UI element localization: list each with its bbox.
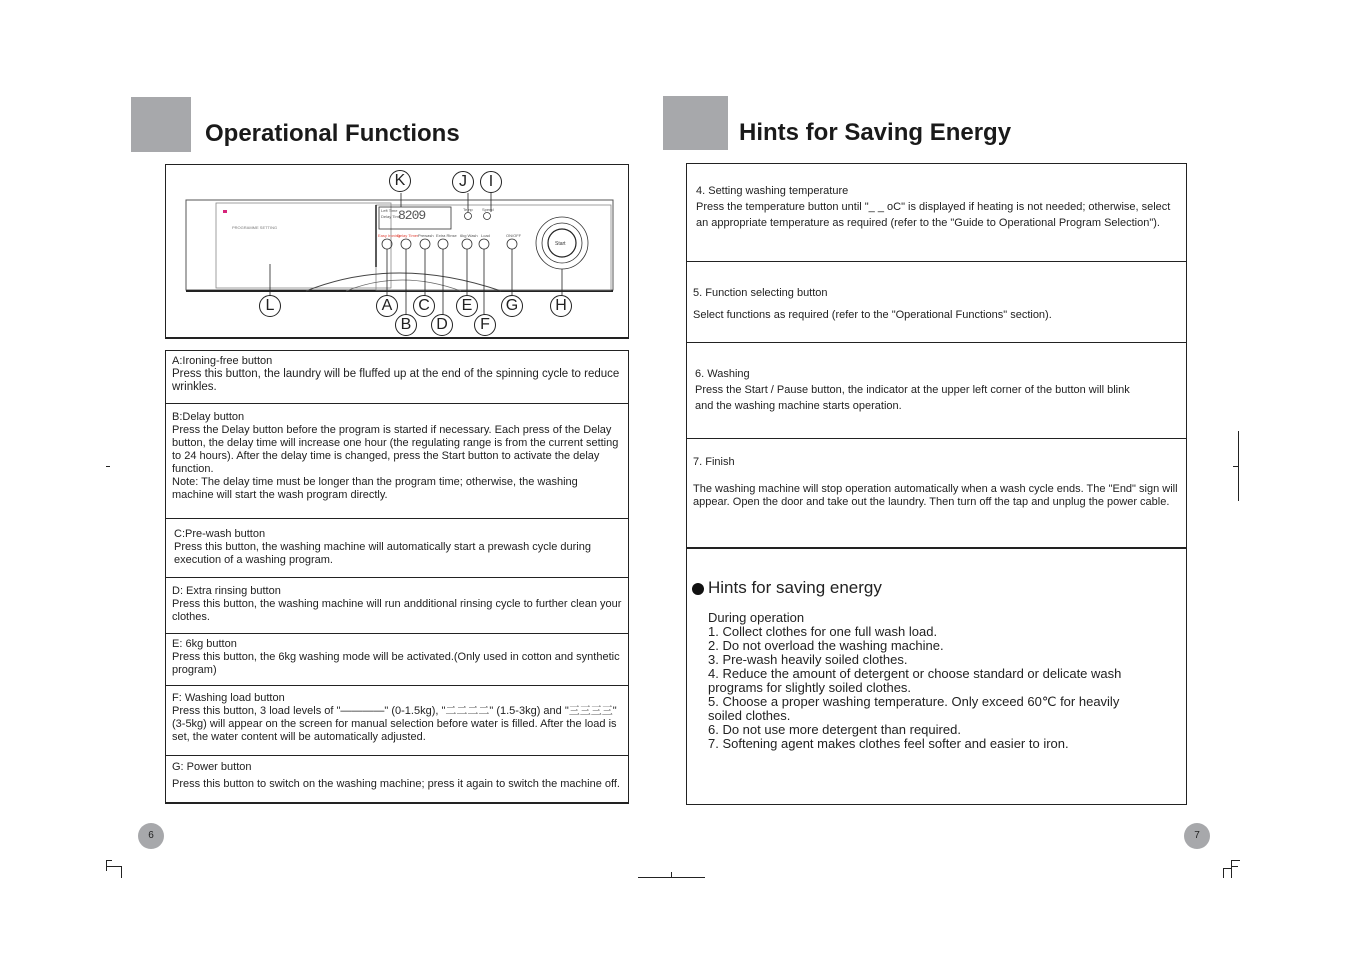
hint-line: 3. Pre-wash heavily soiled clothes. (708, 652, 908, 667)
crop-mark (121, 866, 122, 878)
crop-mark (106, 860, 112, 861)
crop-mark (638, 877, 705, 878)
step-body-line: an appropriate temperature as required (refer to the "Guide to Operational Program Selection"). (696, 217, 1160, 229)
step-6 (687, 342, 1186, 438)
functions-table (165, 350, 629, 804)
callout-c: C (413, 295, 435, 317)
panel-label-6kg-wash: 6kg Wash (460, 233, 478, 238)
panel-label-prewash: Prewash (418, 233, 434, 238)
function-heading: G: Power button (172, 761, 252, 773)
callout-k: K (389, 170, 411, 192)
display-label-delay-time: Delay Time (381, 214, 402, 219)
function-body: Press this button, the washing machine will automatically start a prewash cycle during execution of a washing program. (174, 541, 591, 566)
function-body: Press this button, the washing machine will run andditional rinsing cycle to further clean your clothes. (172, 598, 622, 623)
page-title-hints-saving-energy: Hints for Saving Energy (739, 119, 1012, 146)
step-body-line: and the washing machine starts operation. (695, 400, 902, 412)
function-heading: B:Delay button (172, 411, 245, 423)
panel-label-delay-timer: Delay Timer (397, 233, 419, 238)
hint-line: 7. Softening agent makes clothes feel softer and easier to iron. (708, 736, 1069, 751)
section-marker-block (663, 96, 728, 150)
function-body: Press this button, the 6kg washing mode will be activated.(Only used in cotton and synthetic program) (172, 651, 620, 676)
hint-line: 2. Do not overload the washing machine. (708, 638, 944, 653)
function-row-e (166, 633, 628, 685)
step-4 (687, 164, 1186, 261)
step-heading: 4. Setting washing temperature (696, 185, 849, 197)
function-row-b (166, 403, 628, 518)
panel-label-temp: Temp (463, 207, 473, 212)
step-5 (687, 261, 1186, 342)
step-7 (687, 438, 1186, 547)
function-heading: E: 6kg button (172, 638, 237, 650)
function-heading: C:Pre-wash button (174, 528, 266, 540)
programme-setting-label: PROGRAMME SETTING (232, 225, 278, 230)
step-body-line: Press the temperature button until "_ _ oC" is displayed if heating is not needed; otherwise, select (696, 201, 1171, 213)
function-heading: F: Washing load button (172, 692, 285, 704)
step-heading: 7. Finish (693, 456, 735, 468)
step-body-line: appear. Open the door and take out the laundry. Then turn off the tap and unplug the power cable. (693, 496, 1170, 508)
crop-mark (1231, 866, 1238, 867)
crop-mark (1223, 868, 1224, 878)
hint-line: 5. Choose a proper washing temperature. Only exceed 60℃ for heavily (708, 694, 1120, 709)
function-heading: D: Extra rinsing button (172, 585, 281, 597)
step-body-line: Press the Start / Pause button, the indicator at the upper left corner of the button will blink (695, 384, 1130, 396)
callout-a: A (376, 295, 398, 317)
page-title-operational-functions: Operational Functions (205, 120, 460, 147)
function-row-c (166, 518, 628, 577)
function-heading: A:Ironing-free button (172, 355, 273, 367)
step-heading: 6. Washing (695, 368, 750, 380)
callout-e: E (456, 295, 478, 317)
page-number-right: 7 (1184, 823, 1210, 849)
function-row-a (166, 351, 628, 403)
function-row-d (166, 577, 628, 633)
callout-b: B (395, 314, 417, 336)
step-body-line: Select functions as required (refer to the "Operational Functions" section). (693, 309, 1052, 321)
step-heading: 5. Function selecting button (693, 287, 828, 299)
bullet-icon (692, 583, 704, 595)
panel-label-start: Start (555, 241, 566, 247)
hint-line: 1. Collect clothes for one full wash load. (708, 624, 938, 639)
hints-list (708, 611, 1121, 751)
section-marker-block (131, 97, 191, 152)
callout-i: I (480, 171, 502, 193)
crop-mark (1231, 860, 1240, 861)
display-label-left-time: Left Time (381, 208, 398, 213)
crop-mark (1231, 860, 1232, 878)
page-number-left: 6 (138, 823, 164, 849)
hint-line: soiled clothes. (708, 708, 791, 723)
panel-label-load: Load (481, 233, 490, 238)
hint-line: During operation (708, 610, 805, 625)
panel-label-on-off: ON/OFF (506, 233, 522, 238)
hints-section (687, 547, 1186, 804)
crop-mark (1233, 466, 1239, 467)
hint-line: 4. Reduce the amount of detergent or choose standard or delicate wash (708, 666, 1122, 681)
function-body: Press this button, the laundry will be fluffed up at the end of the spinning cycle to reduce wrinkles. (172, 368, 620, 393)
function-body: Press this button, 3 load levels of "————" (0-1.5kg), "二二二二" (1.5-3kg) and "三三三三" (3-5kg) will appear on the screen for manual selection before water is filled. After the load is set, the water content will be automatically adjusted. (172, 705, 617, 743)
callout-g: G (501, 295, 523, 317)
display-digits: 8209 (398, 208, 426, 223)
hint-line: programs for slightly soiled clothes. (708, 680, 912, 695)
steps-table (686, 163, 1187, 805)
callout-h: H (550, 295, 572, 317)
function-row-g (166, 755, 628, 803)
callout-l: L (259, 295, 281, 317)
control-panel-diagram (165, 164, 629, 339)
panel-label-easy-ironing: Easy Ironing (378, 233, 401, 238)
panel-label-speed: Speed (482, 207, 494, 212)
crop-mark (671, 872, 672, 877)
callout-d: D (431, 314, 453, 336)
callout-j: J (452, 171, 474, 193)
function-body: Press this button to switch on the washing machine; press it again to switch the machine off. (172, 778, 620, 790)
panel-label-extra-rinse: Extra Rinse (436, 233, 457, 238)
function-note: Note: The delay time must be longer than the program time; otherwise, the washing machine will start the wash program directly. (172, 476, 578, 501)
function-body: Press the Delay button before the program is started if necessary. Each press of the Delay button, the delay time will increase one hour (the regulating range is from the current setting to 24 hours). After the delay time is changed, press the Start button to activate the delay function. (172, 424, 619, 475)
hints-title: Hints for saving energy (708, 578, 882, 597)
step-body-line: The washing machine will stop operation automatically when a wash cycle ends. The "End" sign will (693, 483, 1178, 495)
hint-line: 6. Do not use more detergent than required. (708, 722, 961, 737)
crop-mark (106, 466, 110, 467)
crop-mark (106, 866, 122, 867)
callout-f: F (474, 314, 496, 336)
function-row-f (166, 685, 628, 755)
